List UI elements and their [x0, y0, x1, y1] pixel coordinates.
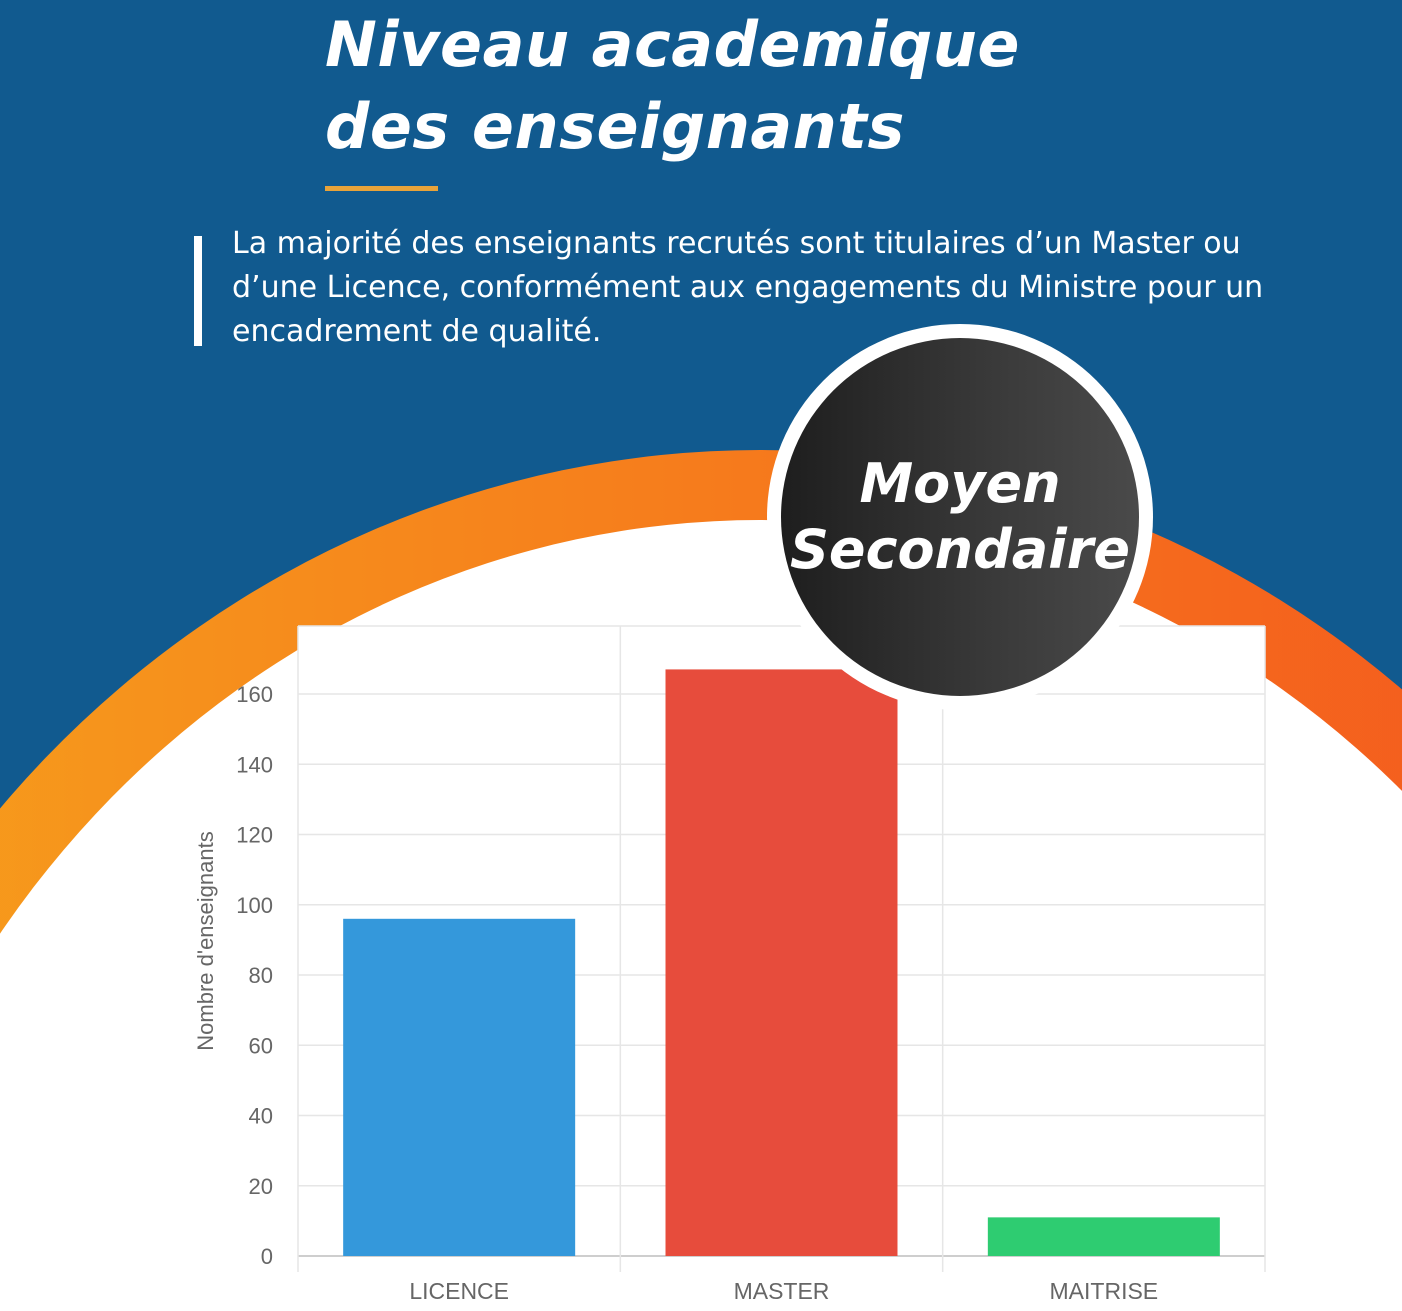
y-tick-label: 0 [260, 1244, 273, 1269]
intro-line-2: d’une Licence, conformément aux engagements du Ministre pour un [232, 270, 1264, 305]
title-line-2: des enseignants [325, 90, 905, 163]
intro-line-3: encadrement de qualité. [232, 314, 602, 349]
level-badge [767, 324, 1153, 710]
badge-line-2: Secondaire [790, 518, 1130, 581]
y-tick-label: 120 [236, 822, 273, 848]
y-tick-label: 80 [248, 963, 273, 988]
badge-line-1: Moyen [859, 452, 1061, 515]
x-tick-label: MAITRISE [1049, 1278, 1159, 1304]
x-tick-label: LICENCE [409, 1278, 510, 1304]
y-axis-label: Nombre d'enseignants [193, 831, 218, 1051]
bar-licence [343, 919, 575, 1256]
bar-master [666, 669, 898, 1256]
y-tick-label: 140 [236, 752, 273, 778]
y-tick-label: 60 [248, 1033, 273, 1059]
y-tick-label: 20 [248, 1173, 273, 1199]
y-tick-label: 40 [248, 1103, 273, 1129]
y-tick-label: 100 [236, 892, 273, 918]
title-line-1: Niveau academique [325, 8, 1020, 81]
intro-line-1: La majorité des enseignants recrutés sont titulaires d’un Master ou [232, 226, 1241, 261]
x-tick-label: MASTER [733, 1278, 830, 1304]
level-badge-inner [781, 338, 1139, 696]
y-tick-label: 160 [236, 682, 273, 707]
bar-maitrise [988, 1217, 1220, 1256]
